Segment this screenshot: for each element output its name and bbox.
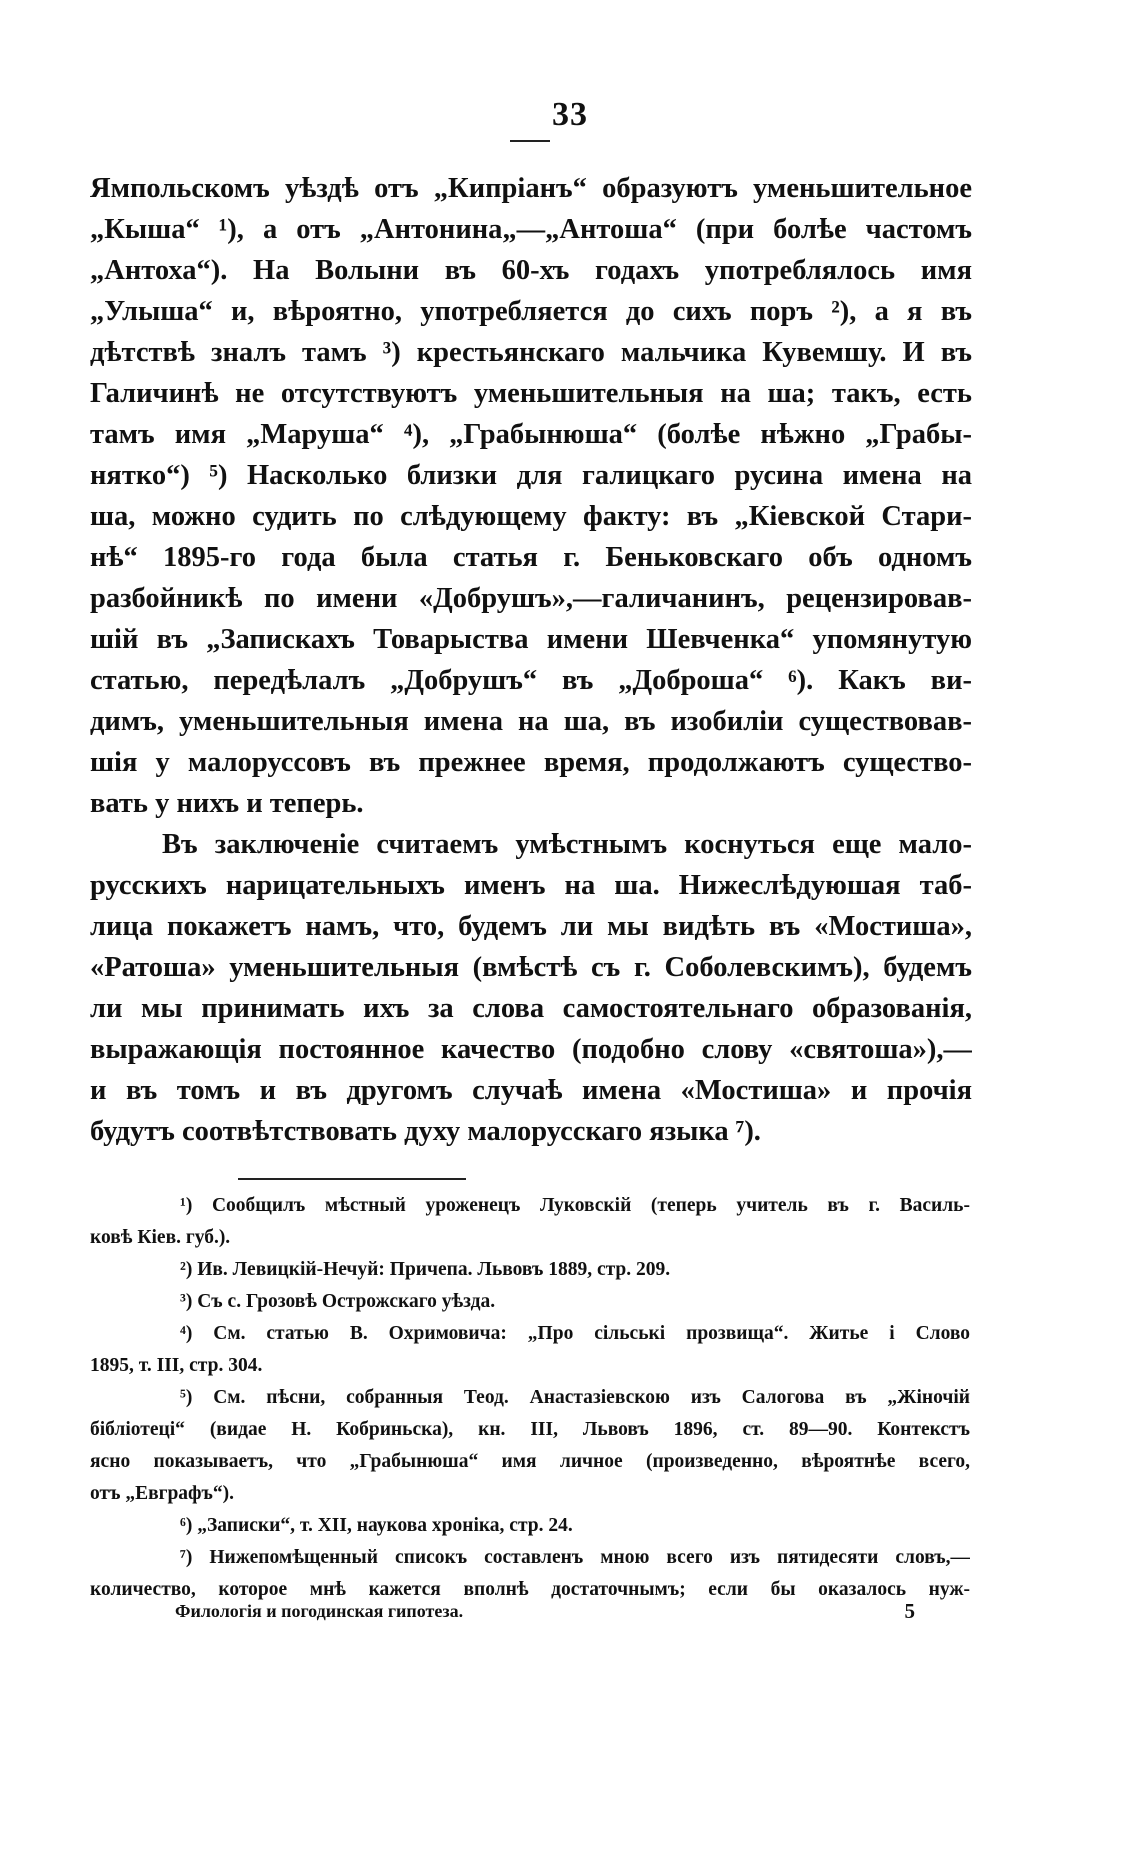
footnote-line: ⁷) Нижепомѣщенный списокъ составленъ мною всего изъ пятидесяти словъ,— (180, 1547, 970, 1568)
text-line: ша, можно судить по слѣдующему факту: въ „Кіевской Стари- (90, 501, 972, 532)
footnote-line: ²) Ив. Левицкій-Нечуй: Причепа. Львовъ 1889, стр. 209. (180, 1259, 671, 1280)
main-text (90, 168, 972, 1152)
text-line: „Антоха“). На Волыни въ 60-хъ годахъ употреблялось имя (90, 255, 972, 286)
footnote-line: отъ „Евграфъ“). (90, 1483, 235, 1504)
text-line: статью, передѣлалъ „Добрушъ“ въ „Доброша“ ⁶). Какъ ви- (90, 665, 972, 696)
text-line: ли мы принимать ихъ за слова самостоятельнаго образованія, (90, 993, 972, 1024)
page-number: 33 (552, 96, 588, 133)
text-line: шій въ „Запискахъ Товарыства имени Шевченка“ упомянутую (90, 624, 972, 655)
running-signature: Филологія и погодинская гипотеза. (175, 1601, 464, 1621)
footnote-line: ясно показываетъ, что „Грабынюша“ имя личное (произведенно, вѣроятнѣе всего, (90, 1451, 970, 1472)
sheet-number: 5 (904, 1599, 915, 1623)
text-line: нятко“) ⁵) Насколько близки для галицкаго русина имена на (90, 460, 972, 491)
text-line: нѣ“ 1895-го года была статья г. Беньковскаго объ одномъ (90, 542, 972, 573)
text-line: Ямпольскомъ уѣздѣ отъ „Кипріанъ“ образуютъ уменьшительное (90, 173, 972, 204)
footnote-separator (238, 1178, 466, 1180)
text-line: разбойникѣ по имени «Добрушъ»,—галичанинъ, рецензировав- (90, 583, 972, 614)
text-line: вать у нихъ и теперь. (90, 788, 364, 819)
text-line: дѣтствѣ зналъ тамъ ³) крестьянскаго мальчика Кувемшу. И въ (90, 337, 972, 368)
text-line: будутъ соотвѣтствовать духу малорусскаго языка ⁷). (90, 1116, 761, 1147)
text-line: «Ратоша» уменьшительныя (вмѣстѣ съ г. Соболевскимъ), будемъ (90, 952, 972, 983)
text-line: русскихъ нарицательныхъ именъ на ша. Нижеслѣдуюшая таб- (90, 870, 972, 901)
footnotes (90, 1190, 970, 1606)
text-line: шія у малоруссовъ въ прежнее время, продолжаютъ существо- (90, 747, 972, 778)
text-line: выражающія постоянное качество (подобно слову «святоша»),— (90, 1034, 972, 1065)
footnote-line: 1895, т. III, стр. 304. (90, 1355, 263, 1376)
text-line: „Улыша“ и, вѣроятно, употребляется до сихъ поръ ²), а я въ (90, 296, 972, 327)
footnote-line: бібліотеці“ (видае Н. Кобриньска), кн. III, Львовъ 1896, ст. 89—90. Контекстъ (90, 1419, 970, 1440)
text-line: и въ томъ и въ другомъ случаѣ имена «Мостиша» и прочія (90, 1075, 972, 1106)
footnote-line: ¹) Сообщилъ мѣстный уроженецъ Луковскій (теперь учитель въ г. Василь- (180, 1195, 970, 1216)
text-line: лица покажетъ намъ, что, будемъ ли мы видѣть въ «Мостиша», (90, 911, 972, 942)
text-line: Въ заключеніе считаемъ умѣстнымъ коснуться еще мало- (162, 829, 972, 860)
footnote-line: ⁶) „Записки“, т. XII, наукова хроніка, стр. 24. (180, 1515, 573, 1536)
footnote-line: количество, которое мнѣ кажется вполнѣ достаточнымъ; если бы оказалось нуж- (90, 1579, 970, 1600)
text-line: тамъ имя „Маруша“ ⁴), „Грабынюша“ (болѣе нѣжно „Грабы- (90, 419, 972, 450)
footnote-line: ⁵) См. пѣсни, собранныя Теод. Анастазіевскою изъ Салогова въ „Жіночій (180, 1387, 970, 1408)
text-line: „Кыша“ ¹), а отъ „Антонина„—„Антоша“ (при болѣе частомъ (90, 214, 972, 245)
text-line: Галичинѣ не отсутствуютъ уменьшительныя на ша; такъ, есть (90, 378, 972, 409)
footnote-line: ³) Съ с. Грозовѣ Острожскаго уѣзда. (180, 1291, 496, 1312)
signature-line (175, 1596, 915, 1626)
text-line: димъ, уменьшительныя имена на ша, въ изобиліи существовав- (90, 706, 972, 737)
page-number-underline (510, 140, 550, 142)
footnote-line: ковѣ Кіев. губ.). (90, 1227, 231, 1248)
footnote-line: ⁴) См. статью В. Охримовича: „Про сільські прозвища“. Житье і Слово (180, 1323, 970, 1344)
